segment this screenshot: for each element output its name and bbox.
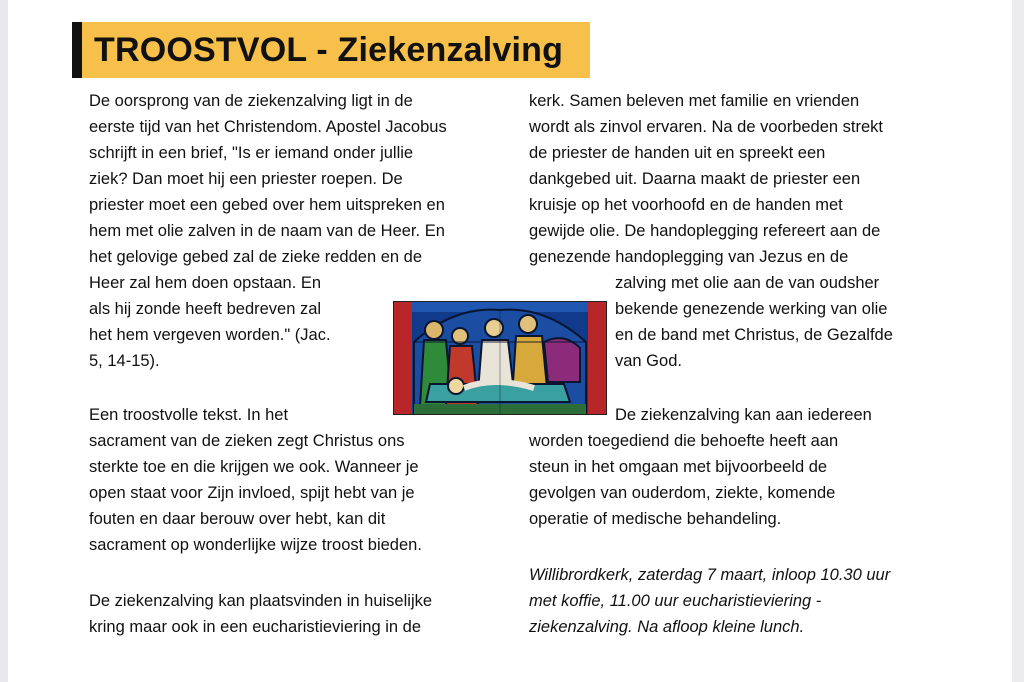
text-line: gewijde olie. De handoplegging refereert aan de (529, 222, 881, 240)
text-line: schrijft in een brief, "Is er iemand onder jullie (89, 144, 414, 162)
text-line: sacrament op wonderlijke wijze troost bieden. (89, 536, 422, 554)
text-line: en de band met Christus, de Gezalfde (615, 326, 893, 344)
text-line: De ziekenzalving kan aan iedereen (615, 406, 872, 424)
text-line: gevolgen van ouderdom, ziekte, komende (529, 484, 836, 502)
text-line: sacrament van de zieken zegt Christus ons (89, 432, 405, 450)
text-line: als hij zonde heeft bedreven zal (89, 300, 322, 318)
text-line: zalving met olie aan de van oudsher (615, 274, 880, 292)
text-line: van God. (615, 352, 682, 370)
title-banner (72, 22, 590, 78)
text-line: kerk. Samen beleven met familie en vrienden (529, 92, 860, 110)
announcement-line: met koffie, 11.00 uur eucharistieviering - (529, 592, 822, 610)
text-line: Heer zal hem doen opstaan. En (89, 274, 322, 292)
text-line: dankgebed uit. Daarna maakt de priester een (529, 170, 861, 188)
announcement-line: ziekenzalving. Na afloop kleine lunch. (529, 618, 805, 636)
text-line: fouten en daar berouw over hebt, kan dit (89, 510, 386, 528)
text-line: de priester de handen uit en spreekt een (529, 144, 826, 162)
page-edge-left (0, 0, 8, 682)
text-line: De oorsprong van de ziekenzalving ligt in de (89, 92, 413, 110)
text-line: priester moet een gebed over hem uitspreken en (89, 196, 445, 214)
announcement-line: Willibrordkerk, zaterdag 7 maart, inloop 10.30 uur (529, 566, 891, 584)
text-line: steun in het omgaan met bijvoorbeeld de (529, 458, 828, 476)
text-line: het gelovige gebed zal de zieke redden en de (89, 248, 423, 266)
text-line: ziek? Dan moet hij een priester roepen. De (89, 170, 403, 188)
text-line: genezende handoplegging van Jezus en de (529, 248, 849, 266)
stained-glass-window-image (393, 301, 607, 415)
text-line: hem met olie zalven in de naam van de Heer. En (89, 222, 445, 240)
page-title: TROOSTVOL - Ziekenzalving (94, 30, 564, 69)
text-line: bekende genezende werking van olie (615, 300, 888, 318)
text-line: kruisje op het voorhoofd en de handen met (529, 196, 843, 214)
page-edge-right (1012, 0, 1024, 682)
title-accent-bar (72, 22, 82, 78)
text-line: De ziekenzalving kan plaatsvinden in huiselijke (89, 592, 433, 610)
stained-glass-illustration (394, 302, 606, 414)
text-line: operatie of medische behandeling. (529, 510, 782, 528)
text-line: wordt als zinvol ervaren. Na de voorbeden strekt (529, 118, 884, 136)
text-line: open staat voor Zijn invloed, spijt hebt van je (89, 484, 415, 502)
text-line: eerste tijd van het Christendom. Apostel Jacobus (89, 118, 447, 136)
text-line: 5, 14-15). (89, 352, 160, 370)
text-line: Een troostvolle tekst. In het (89, 406, 289, 424)
text-line: worden toegediend die behoefte heeft aan (529, 432, 839, 450)
text-line: het hem vergeven worden." (Jac. (89, 326, 331, 344)
text-line: kring maar ook in een eucharistieviering in de (89, 618, 422, 636)
text-line: sterkte toe en die krijgen we ook. Wanneer je (89, 458, 419, 476)
